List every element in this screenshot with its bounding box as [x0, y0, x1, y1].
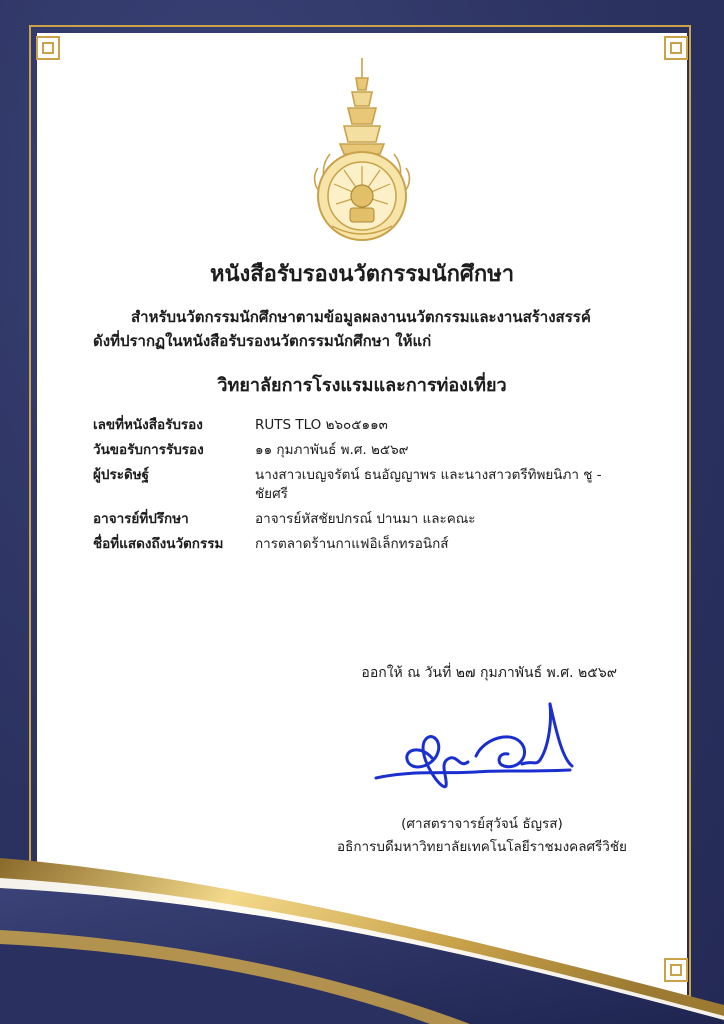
certificate-title: หนังสือรับรองนวัตกรรมนักศึกษา [209, 262, 515, 287]
detail-label: ชื่อที่แสดงถึงนวัตกรรม [93, 536, 224, 552]
detail-value: อาจารย์หัสชัยปกรณ์ ปานมา และคณะ [255, 511, 476, 527]
signer-block [330, 813, 634, 859]
recipient-name: วิทยาลัยการโรงแรมและการท่องเที่ยว [217, 375, 507, 396]
intro-line-2: ดังที่ปรากฏในหนังสือรับรองนวัตกรรมนักศึกษา ให้แก่ [93, 332, 432, 350]
detail-row-advisor [93, 510, 633, 529]
signer-name: (ศาสตราจารย์สุวัจน์ ธัญรส) [401, 816, 563, 832]
detail-label: เลขที่หนังสือรับรอง [93, 417, 203, 433]
detail-row-request-date [93, 441, 633, 460]
detail-row-inventors [93, 466, 633, 504]
details-list [93, 416, 633, 560]
detail-value: RUTS TLO ๒๖๐๕๑๑๓ [255, 417, 388, 433]
intro-line-1: สำหรับนวัตกรรมนักศึกษาตามข้อมูลผลงานนวัตกรรมและงานสร้างสรรค์ [131, 308, 591, 326]
detail-label: ผู้ประดิษฐ์ [93, 467, 150, 483]
certificate-intro [93, 305, 633, 353]
detail-label: อาจารย์ที่ปรึกษา [93, 511, 189, 527]
signer-position: อธิการบดีมหาวิทยาลัยเทคโนโลยีราชมงคลศรีวิชัย [337, 839, 627, 855]
issue-date: ออกให้ ณ วันที่ ๒๗ กุมภาพันธ์ พ.ศ. ๒๕๖๙ [361, 665, 617, 681]
detail-row-certificate-number [93, 416, 633, 435]
detail-value: การตลาดร้านกาแฟอิเล็กทรอนิกส์ [255, 536, 449, 552]
handwritten-signature-icon [372, 700, 582, 800]
detail-value: ๑๑ กุมภาพันธ์ พ.ศ. ๒๕๖๙ [255, 442, 409, 458]
detail-row-innovation-name [93, 535, 633, 554]
detail-label: วันขอรับการรับรอง [93, 442, 204, 458]
detail-value: นางสาวเบญจรัตน์ ธนอัญญาพร และนางสาวตรีทิพยนิภา ชู - ชัยศรี [255, 467, 602, 502]
university-emblem-icon [310, 56, 414, 242]
